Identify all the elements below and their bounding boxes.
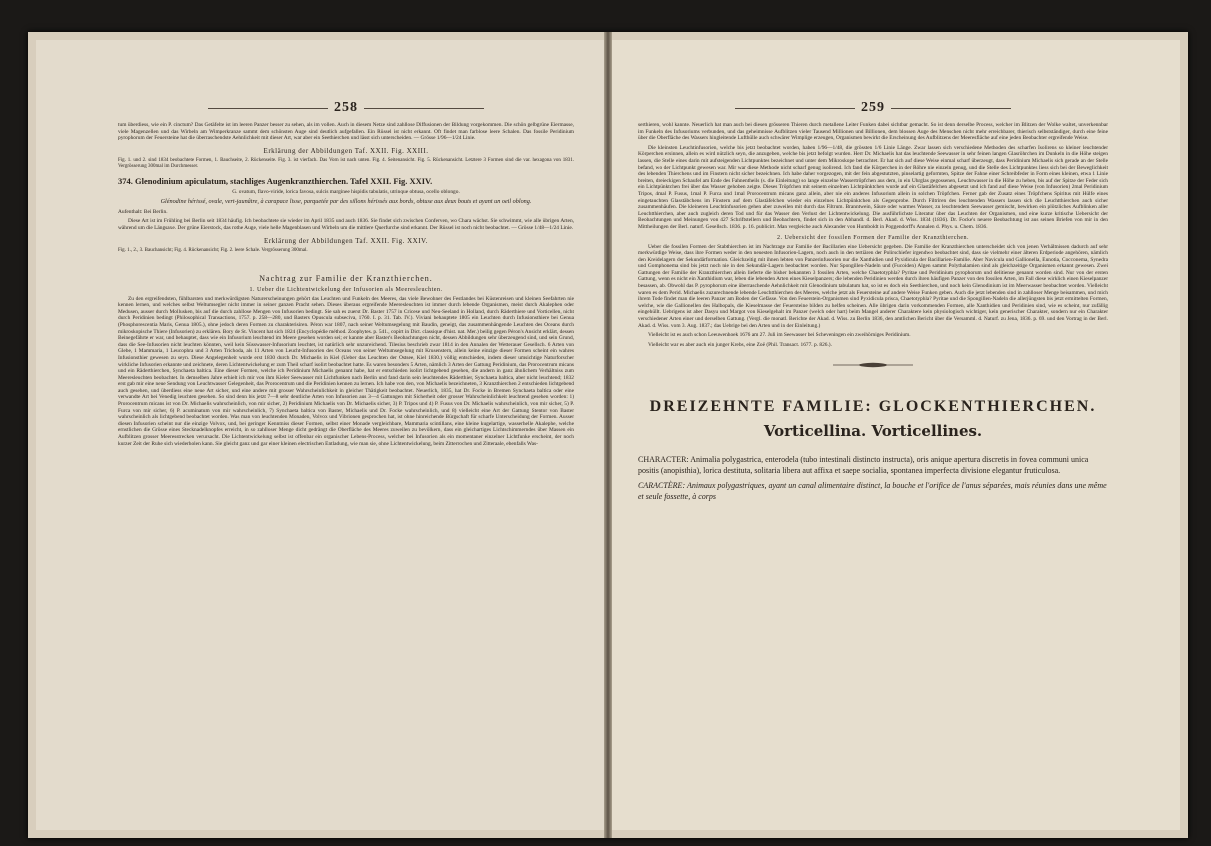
paragraph: Ueber die fossilen Formen der Stabthierchen ist im Nachtrage zur Familie der Bacillarien eine Uebersicht gegeben. Die Familie der Kranzthierchen unterscheidet sich von jenen Verhältnissen dadurch auf sehr merkwürdige Weise, dass ihre Formen weder in den neuesten Infusorien-Lagern, noch auch in den tertiären der Polirschiefer irgendwo beobachtet sind, dass sie vielmehr einer älteren Erdperiode angehören, nämlich den Kreidelagern der Sekundärformation. Gleichzeitig mit ihnen lebten von Panzerinfusorien nur die Xanthidien und Pyxidicula der Bacillarien-Familie. Aber Navicula und Gallionella, Eunotia, Cocconema, Synedra und Gomphonema sind bis jetzt noch nie in den Sekundär-Lagern beobachtet worden. Nur Spongillen-Nadeln und (Fucoiden) Algen sammt Polythalamien sind als gleichzeitige Organismen erkannt gewesen. Zwei Gattungen der Familie der Kranzthierchen allein lieferte die bisher bekannten 3 fossilen Arten, welche Chaetotyphla? Pyritae und Peridinium pyrophorum und delitiense genannt worden sind. Nur von der ersten Gattung, wenn es nicht ein Xanthidium war, leben die lebenden Arten eines Kieselpanzers; die lebenden Peridinien werden durch ihren häufigen Panzer von den fossilen Arten, im Fall diese wirklich einen Kieselpanzer besassen, ab. Obwohl das P. pyrophorum eine überraschende Aehnlichkeit mit Glenodinium tabulatum hat, so ist es doch ein Seethierchen, und noch kein Glenodinium ist im Meerwasser beobachtet worden. Vielleicht waren es dem Perid. Michaelis zuzurechnende lebende Leuchtthierchen des Meeres, welche jetzt als Feuersteine auf andere Weise Funken geben. Auch die jetzt lebenden sind in zahlloser Menge beisammen, und mich ihrem Tode findet man die leeren Panzer am Boden der Gefässe. Von den Feuerstein-Organismen sind Pyxidicula prisca, Chaetotyphla? Pyritae und die Spongillen-Nadeln die allerjüngsten bis jetzt ermittelten Formen, welche, wie die Gallionellen des Halbopals, die Kieselmasse der Feuersteine bilden zu helfen scheinen. Alle übrigen darin vorkommenden Formen, alle Xanthidien und Peridinien sind, wie es scheint, nur zufällig eingehüllt. Uebrigens ist aber Dasyu und Margot von Kieselgehalt im Panzer (welch oder hart) beim Mangel anderer Charaktere kein physiologisch wichtiger, kein generischer Charakter, sondern nur ein Charakter verschiedener Arten einer und derselben Gattung. (Vergl. die monatl. Berichte der Akad. d. Wiss. zu Berlin 1836, den amtlichen Bericht über die Versamml. d. Naturf. zu Jena, 1836. p. 69. und den Vortrag in der Berl. Akad. d. Wiss. vom 3. Aug. 1837.; das Uebrige bei den Arten und in der Einleitung.) (638, 243, 1108, 329)
header-rule (208, 108, 328, 109)
right-page-number-row (638, 100, 1108, 116)
paragraph: Zu den ergreifendsten, fühlbarsten und merkwürdigsten Naturerscheinungen gehört das Leuchten und Funkeln des Meeres, das viele Bewohner des Festlandes bei Küstenreisen und kleinen Seefahrten nie kennen lernen, und welches selbst Weltumsegler nicht immer in seiner ganzen Pracht sehen. Dieses überaus ergreifende Meeresleuchten ist immer durch lebende Organismen, meist durch Akalephen oder Medusen, ausser durch Mollusken, bis auf die durch zahllose Mengen von Infusorien bedingt. Sie sah es zuerst Dr. Baster 1757 in Cricese und Neu-Seeland in Holland, durch Räderthiere und Vorticellen, nicht durch Peridinien bedingt (Philosophical Transactions, 1757. p. 258—280, und Basters Opuscula subseciva, 1760. I. p. 31. Tab. IV.). Viviani behauptete 1805 ein Leuchten durch Infusionsthiere bei Genua (Phosphorescentia Maris, Genua 1805.), ohne jedoch deren Formen zu charakterisiren. Péron war 1807, nach seiner Weltumsegelung mit Baudin, geneigt, das zusammenhängende Leuchten des Oceans durch mikroskopische Thiere (Infusorien) zu erklären. Bory de St. Vincent hat sich 1824 (Encyclopédie méthod. Zoophytes. p. 541., copirt in Dict. classique d'hist. nat. Mer.) beilig gegen Péron's Ansicht erklärt, dessen Beinegefährte er war, und behauptet, dass wie ein Infusorium leuchtend im Meere gesehen worden sei; er kannte aber Baster's Beobachtungen nicht, dessen Abbildungen sehr überzeugend sind, und sein Grund, dass die See-Infusorien nicht leuchten könnten, weil kein Süsswasser-Infusorium leuchtet, ist natürlich sehr unzureichend. Tilesius beschrieb zwar 1814 in den Annalen der Wetterauer Gesellsch. 6 Arten von Glebe, 1 Mammaria, 1 Leucophra und 3 Arten Trichoda, als 11 Arten von Leucht-Infusorien des Oceans von seiner Weltumsegelung mit Krusenstern, allein keine einzige dieser Formen scheint ein wahres Infusionsthier gewesen zu seyn. Diese Angelegenheit wurde erst 1830 durch Dr. Michaelis in Kiel (Ueber das Leuchten der Ostsee, Kiel 1830.) völlig entschieden, indem dieser umsichtige Naturforscher wirkliche Infusorien erkannte und zeichnete, deren Lichtentwickelung er zum Theil scharf isolirt beobachtet hatte. Es waren besonders 5 Arten, nämlich 3 Arten der Gattung Peridinium, das Prorocentrum micans und ein Räderthierchen, Synchaeta baltica. Eine dieser Formen, welche ich Peridinium Michaelis genannt habe, hat er entschieden isolirt lichtgebend gesehen, die andern in ganz ähnlichem Verhältniss zum Meeresleuchten beobachtet. In demselben Jahre erhielt ich mir von ihm Kieler Seewasser mit Lichtfunken nach Berlin und fand darin sein leuchtendes Räderthier, Synchaeta baltica, aber nicht leuchtend; 1832 erst gab mir eine neue Sendung von Leuchtwasser Gelegenheit, das Prorocentrum und die Peridinien kennen zu lernen. Ich habe von den, von Michaelis bezeichneten, 3 Kranzthierchen 2 entschieden lichtgebend auch gesehen, und überdiess eine neue Art sicher, und eine andere mit grosser Wahrscheinlichkeit in gleicher Thätigkeit beobachtet. Neuerlich, 1835, hat Dr. Focke in Bremen Synchaeta baltica oder eine verwandte Art bei Venedig leuchten gesehen. So sind denn bis jetzt 7—8 sehr deutliche Arten von Infusorien aus 3—4 Gattungen mit Sicherheit oder grosser Wahrscheinlichkeit leuchtend gesehen worden: 1) Prorocentrum micans ist von Dr. Michaelis wahrscheinlich, von mir sicher, 2) Peridinium Michaelis von Dr. Michaelis sicher, 3) P. Tripos und 4) P. Fusus von Dr. Michaelis wahrscheinlich, von mir sicher, 5) P. Furca von mir sicher, 6) P. acuminatum von mir wahrscheinlich, 7) Synchaeta baltica von Baster, Michaelis und Dr. Focke wahrscheinlich, und 8) vielleicht eine Art der Gattung Stentor von Baster wahrscheinlich als lichtgebend beobachtet worden. Was man von leuchtenden Monaden, Volvox und Vibrionen gesprochen hat, ist ohne hinreichende Bürgschaft für scharfe Unterscheidung der Formen. Ausser diesen Infusorien scheint nur die einzige Volvox, und, bei geringer Kenntniss dieser Formen, selbst einer Monade vergleichbare, Mammaria scintillans, eine kleine kugelartige, wasserhelle Akalephe, welche ernstlichen die Grösse eines Stecknadelknopfes erreicht, in so zahlloser Menge dicht gedrängt die Oberfläche des Meeres zuweilen zu bevölkern, dass ein gleichartiges Lichtschimmerndes über Massen ein Aufblitzen grosser Meeresstrecken verursacht. Die Lichtentwickelung selbst ist offenbar ein organischer Lebens-Process, welcher bei Infusorien als ein momentaner einzelner Lichtfunke erscheint, der noch kurzer Zeit der Ruhe sich wiederholen kann. Sie gleicht ganz und gar einer kleinen electrischen Entladung, wie man sie, ohne Lichtentwickelung, beim Zitterrochen und Zitteraale, ebenfalls Was- (118, 295, 574, 447)
right-page-number: 259 (861, 100, 885, 115)
header-rule (735, 108, 855, 109)
section-heading: Nachtrag zur Familie der Kranzthierchen. (259, 273, 433, 283)
subsection-heading: 2. Uebersicht der fossilen Formen der Familie der Kranzthierchen. (776, 234, 970, 241)
left-page-number: 258 (334, 100, 358, 115)
figure-caption-heading: Erklärung der Abbildungen Taf. XXII. Fig. XXIV. (264, 236, 428, 245)
paragraph: Diese Art ist im Frühling bei Berlin seit 1834 häufig. Ich beobachtete sie wieder im April 1835 und auch 1836. Sie findet sich zwischen Conferven, wo Chara wächst. Sie schwimmt, wie alle übrigen Arten, während um die Längsaxe. Der grüne Eierstock, das rothe Auge, viele helle Magenblasen und Wirbeln um die mittlere Querfurche sind erkannt. Der Rüssel ist noch nicht beobachtet. — Grösse 1/48—1/24 Linie. (118, 218, 574, 231)
paragraph: Vielleicht war es aber auch ein junger Krebs, eine Zoë (Phil. Transact. 1677. p. 826.). (648, 341, 832, 348)
left-page-content (118, 100, 574, 450)
left-page-number-row (118, 100, 574, 116)
habitat-line: Aufenthalt: Bei Berlin. (118, 208, 168, 215)
family-latin-name: Vorticellina. Vorticellines. (763, 422, 983, 441)
latin-character: CHARACTER: Animalia polygastrica, enterodela (tubo intestinali distincto instructa), oris anique apertura discretis in fovea communi unica positis (anopisthia), lorica destituta, solitaria libera aut affixa et saepe socialia, spontanea imperfecta divisione elegantur fruticulosa. (638, 455, 1089, 476)
species-latin-diagnosis: G. ovatum, flavo-viride, lorica favosa, sulcis marginee hispidis tabulatis, utrinque obtusa, ocello oblongo. (232, 188, 460, 195)
book-spread (28, 32, 1188, 838)
subsection-heading: 1. Ueber die Lichtentwickelung der Infusorien als Meeresleuchten. (249, 286, 443, 293)
species-french-diagnosis: Glénodine hérissé, ovale, vert-jaunâtre, à carapace lisse, parquetée par des sillons hérissés aux bords, obtuse aux deux bouts et ayant un oeil oblong. (160, 198, 532, 206)
family-title: DREIZEHNTE FAMILIE: GLOCKENTHIERCHEN. (649, 398, 1097, 416)
header-rule (364, 108, 484, 109)
paragraph: Vielleicht ist es auch schon Leeuwenhoek 1676 am 27. Juli im Seewasser bei Scheveningen ein zweihörniges Peridinium. (648, 332, 911, 339)
french-character: CARACTÈRE: Animaux polygastriques, ayant un canal alimentaire distinct, la bouche et l'orifice de l'anus séparées, mais réunies dans une même et seule fossette, à corps (638, 481, 1107, 502)
ornamental-divider-icon (833, 362, 913, 368)
header-rule (891, 108, 1011, 109)
figure-caption-heading: Erklärung der Abbildungen Taf. XXII. Fig. XXIII. (263, 146, 429, 155)
right-page (612, 40, 1180, 830)
left-page (36, 40, 604, 830)
figure-explanation: Fig. 1., 2., 3. Bauchansicht; Fig. 4. Rückenansicht; Fig. 2. leere Schale. Vergrösserung 300mal. (118, 247, 308, 253)
paragraph: Die kleinsten Leuchtinfusorien, welche bis jetzt beobachtet worden, haben 1/96—1/48, die grössten 1/6 Linie Länge. Zwar lassen sich verschiedene Methoden des scharfen Isolirens so kleiner leuchtender Körperchen ersinnen, allein es wird nützlich seyn, die anzugeben, welche bis jetzt befolgt wurden. Herr Dr. Michaelis hat das leuchtende Seewasser in sehr feinen langen Glasröhrchen im Dunkeln in die Höhe steigen lassen, die Stelle eines darin mit aufsteigenden Lichtpunktes bezeichnet und unter dem Mikroskope betrachtet. Er hat sich auf diese Weise einmal scharf überzeugt, dass Peridinium Michaelis sich gerade an der Stelle befand, wo der Lichtpunkt gewesen war. Mir war diese Methode nicht scharf genug isolirend. Ich fand die Körperchen in der Röhre nie einzeln genug, und die Stelle des Lichtpunktes liess sich bei der Beweglichkeit des lebenden Thierchens und im Finstern nicht sicher bezeichnen. Ich habe daher vorgezogen, mit der fein abgestutzten, pinselartig geformten, Spitze der Fahne einer Schreibfeder in Form eines kleinen, etwa 1 Linie breiten, dreieckigen Schaufel am Ende des Fahnentheils (s. die Einleitung) so lange einzelne Wassertröpfchen aus dem, in ein Uhrglas gegossenen, Leuchtwasser in die Höhe zu heben, bis auf der Spitze der Feder sich ein Lichtpünktchen frei über das Wasser gehoben zeigte. Dieses Tröpfchen mit seinem einzelnen Lichtpünktchen wurde auf ein Glastäfelchen abgesetzt und ich fand auf diese Weise (von Infusorien) 2mal Peridinium Tripos, 4mal P. Fusus, 1mal P. Furca und 1mal Prorocentrum micans ganz allein, aber nie ein anderes Infusorium allein in solchen Tröpfchen. Ferner gab der Zusatz eines Tröpfchens Spiritus mit Hülfe eines eingetauchten Glasstäbchens im Finstern auf dem Glastäfelchen wieder ein einzelnes Lichtpünktchen als Gegenprobe. Durch Filtriren des leuchtenden Wassers lassen sich die Leuchtthierchen auch sicher zusammenhäufen. Die kleineren Leuchtinfusorien gehen aber zuweilen mit durch das Filtrum. Branntwein, Säure oder warmes Wasser, zu leuchtendem Seewasser gemischt, bewirken ein plötzliches Aufblinken aller Leuchtthierchen, aber auch zugleich deren Tod und für das Wasser den Verlust der Lichtentwickelung. Die ausführlichste Literatur über das Leuchten der Organismen, und eine kurze kritische Uebersicht der Beobachtungen und Meinungen von 427 Schriftstellern und Beobachtern, findet sich in den Abhandl. d. Berl. Akad. d. Wiss. 1834 (1836). Dr. Focke's neuere Beobachtung ist aus seinen Briefen von mir in den Mittheilungen der Berl. naturf. Gesellsch. 1836. p. 16. publicirt. Man vergleiche auch Alexander von Humboldt in Poggendorff's Annalen d. Phys. u. Chem. 1836. (638, 144, 1108, 230)
figure-explanation: Fig. 1. und 2. sind 1834 beobachtete Formen, 1. Bauchseite, 2. Rückenseite. Fig. 3. ist vierfach. Das Vorn ist nach unten. Fig. 4. Seitenansicht. Fig. 5. Rückenansicht. Letztere 3 Formen sind die var. hexagona von 1831. Vergrösserung 300mal im Durchmesser. (118, 157, 574, 169)
book-gutter (604, 32, 612, 838)
right-page-content (638, 100, 1108, 506)
paragraph: serthieren, wohl kannte. Neuerlich hat man auch bei diesen grösseren Thieren durch metallene Leiter Funken dabei sichtbar gemacht. So ist denn derselbe Process, welcher im Blitzen der Wolke waltet, unverkennbar im Funkeln des Infusoriums verbunden, und das geheimnisse Aufblitzen vieler Tausend Millionen und Billionen, dem blossen Auge des Menschen nicht mehr erreichbarer, thierisch selbstständiger, durch eine feine über die Oberfläche des Wassers hingleitende Lufthülle auch schwärer Wimplige erzeugen, Organismen bewirkt die Erscheinung des Aufblitzens der Meeresfläche auf eine jeden Beobachter ergreifende Weise. (638, 122, 1108, 142)
paragraph: tum überdiess, wie ein P. cinctum? Das Getäfelte ist im leeren Panzer besser zu sehen, als im vollen. Auch in diesem Netze sind zahllose Diffusionen der Bildung vorgekommen. Die schön gelbgrüne Eiermasse, viele Magenzellen und das Wirbeln am Wimperkranze sammt dem schönsten Auge sind deutlich aufgefallen. Ein Rüssel ist nicht erkannt. Oft findet man farblose leere Schalen. Das fossile Peridinium pyrophorum der Feuersteine hat die überraschendste Aehnlichkeit mit dieser Art, war aber ein Seethierchen und lässt sich unterscheiden. — Grösse 1/96—1/24 Linie. (118, 122, 574, 142)
species-heading: 374. Glenodinium apiculatum, stachliges Augenkranzthierchen. Tafel XXII. Fig. XXIV. (118, 175, 433, 186)
